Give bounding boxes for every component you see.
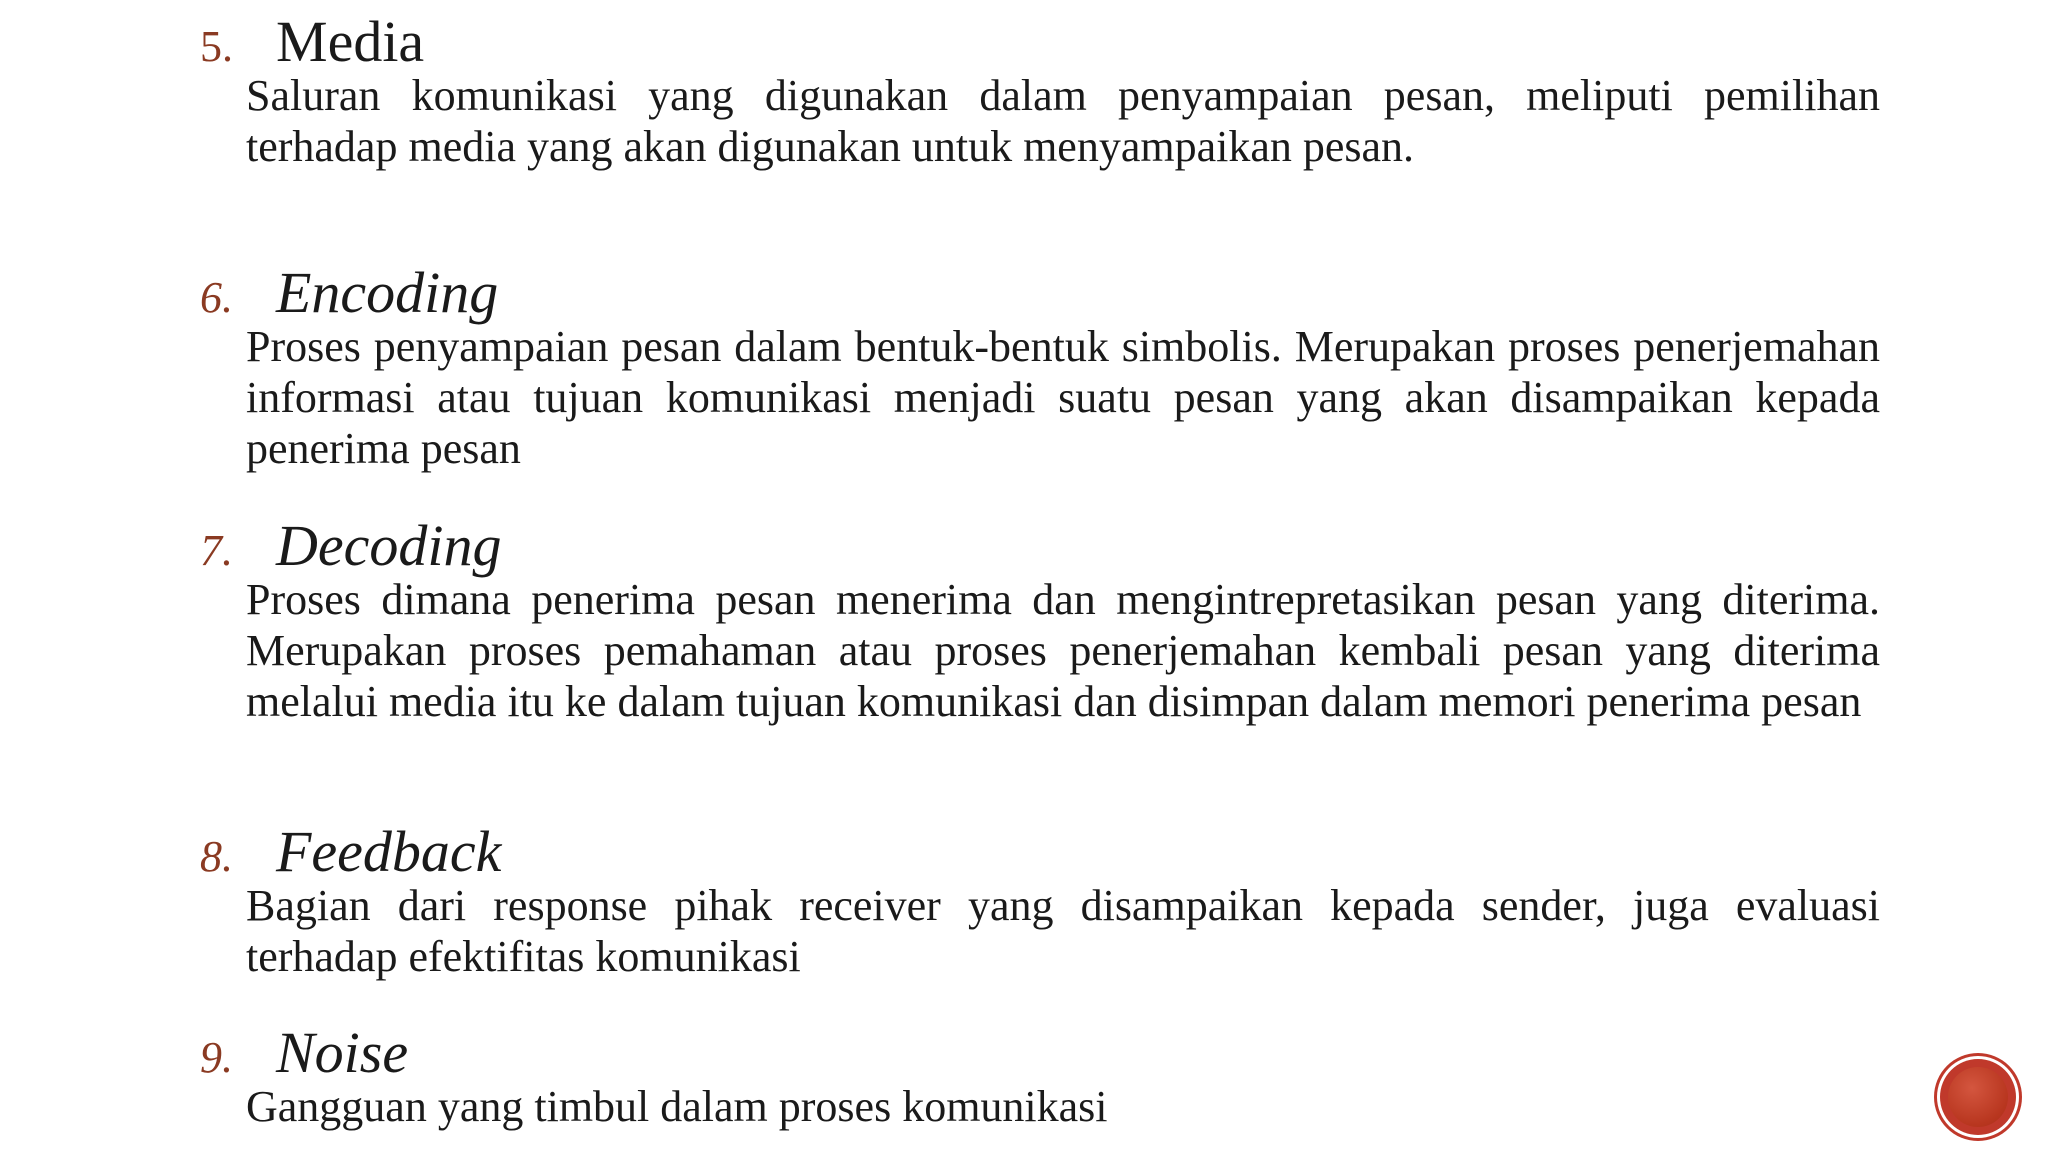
item-heading	[200, 819, 1880, 884]
item-description: Proses penyampaian pesan dalam bentuk-bentuk simbolis. Merupakan proses penerjemahan informasi atau tujuan komunikasi menjadi suatu pesan yang akan disampaikan kepada penerima pesan	[246, 322, 1880, 473]
item-title: Encoding	[276, 260, 499, 325]
item-description: Proses dimana penerima pesan menerima dan mengintrepretasikan pesan yang diterima. Merupakan proses pemahaman atau proses penerjemahan kembali pesan yang diterima melalui media itu ke dalam tujuan komunikasi dan disimpan dalam memori penerima pesan	[246, 575, 1880, 726]
circle-button-fill	[1948, 1067, 2008, 1127]
item-number: 6.	[200, 273, 233, 322]
circle-button-icon[interactable]	[1940, 1059, 2016, 1135]
list-item-feedback	[200, 819, 1880, 982]
item-title: Feedback	[276, 819, 502, 884]
item-heading	[200, 9, 1880, 74]
item-heading	[200, 1020, 1880, 1085]
item-number: 5.	[200, 22, 233, 71]
item-description: Gangguan yang timbul dalam proses komunikasi	[246, 1082, 1108, 1131]
list-item-noise	[200, 1020, 1880, 1132]
item-number: 9.	[200, 1033, 233, 1082]
item-title: Noise	[276, 1020, 409, 1085]
item-title: Media	[276, 9, 425, 74]
list-item-decoding	[200, 513, 1880, 727]
item-number: 8.	[200, 832, 233, 881]
list-item-encoding	[200, 260, 1880, 474]
item-title: Decoding	[276, 513, 502, 578]
item-heading	[200, 260, 1880, 325]
item-number: 7.	[200, 526, 233, 575]
item-description: Bagian dari response pihak receiver yang disampaikan kepada sender, juga evaluasi terhadap efektifitas komunikasi	[246, 881, 1880, 981]
list-item-media	[200, 9, 1880, 172]
item-heading	[200, 513, 1880, 578]
item-description: Saluran komunikasi yang digunakan dalam penyampaian pesan, meliputi pemilihan terhadap media yang akan digunakan untuk menyampaikan pesan.	[246, 71, 1880, 171]
